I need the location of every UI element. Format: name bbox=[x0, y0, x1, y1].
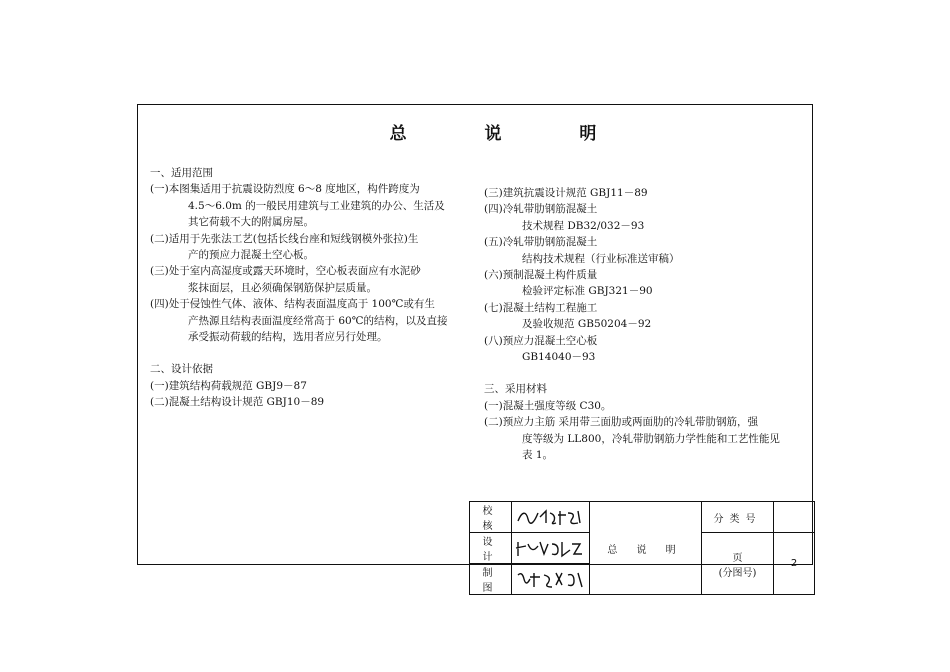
drafter-signature bbox=[512, 564, 590, 595]
designer-signature bbox=[512, 533, 590, 564]
basis-item-8-line-1: (八)预应力混凝土空心板 bbox=[484, 334, 598, 347]
basis-item-8-line-2: GB14040－93 bbox=[522, 351, 596, 364]
classification-value bbox=[774, 502, 815, 533]
scope-item-4-line-1: (四)处于侵蚀性气体、液体、结构表面温度高于 100℃或有生 bbox=[150, 298, 435, 311]
check-label: 校 核 bbox=[470, 502, 512, 533]
basis-item-3: (三)建筑抗震设计规范 GBJ11－89 bbox=[484, 187, 648, 199]
drawing-sheet bbox=[137, 104, 813, 594]
basis-item-2: (二)混凝土结构设计规范 GBJ10－89 bbox=[150, 396, 325, 409]
checker-signature bbox=[512, 502, 590, 533]
materials-item-2-line-3: 表 1。 bbox=[522, 449, 554, 462]
section-heading-basis: 二、设计依据 bbox=[150, 363, 213, 376]
basis-item-6-line-1: (六)预制混凝土构件质量 bbox=[484, 269, 598, 282]
basis-item-4-line-2: 技术规程 DB32/032－93 bbox=[522, 219, 645, 232]
right-column bbox=[484, 185, 806, 464]
scope-item-1-line-2: 4.5～6.0m 的一般民用建筑与工业建筑的办公、生活及 bbox=[188, 199, 445, 212]
scope-item-4-line-3: 承受振动荷载的结构，选用者应另行处理。 bbox=[188, 331, 388, 344]
materials-item-2-line-2: 度等级为 LL800，冷轧带肋钢筋力学性能和工艺性能见 bbox=[522, 432, 780, 445]
design-label: 设 计 bbox=[470, 533, 512, 564]
basis-item-5-line-2: 结构技术规程（行业标准送审稿） bbox=[522, 252, 680, 265]
scope-item-4-line-2: 产热源且结构表面温度经常高于 60℃的结构，以及直接 bbox=[188, 314, 448, 327]
scope-item-1-line-3: 其它荷载不大的附属房屋。 bbox=[188, 216, 314, 229]
basis-item-5-line-1: (五)冷轧带肋钢筋混凝土 bbox=[484, 236, 598, 249]
left-column bbox=[150, 165, 490, 411]
basis-item-7-line-1: (七)混凝土结构工程施工 bbox=[484, 301, 598, 314]
section-heading-scope: 一、适用范围 bbox=[150, 167, 213, 179]
page-label: 页 bbox=[732, 552, 743, 564]
scope-item-3-line-2: 浆抹面层，且必须确保钢筋保护层质量。 bbox=[188, 281, 377, 294]
title-block bbox=[469, 501, 815, 595]
basis-item-1: (一)建筑结构荷载规范 GBJ9－87 bbox=[150, 379, 307, 392]
classification-label: 分类号 bbox=[702, 502, 774, 533]
scope-item-2-line-2: 产的预应力混凝土空心板。 bbox=[188, 249, 314, 262]
basis-item-4-line-1: (四)冷轧带肋钢筋混凝土 bbox=[484, 203, 598, 216]
materials-item-2-line-1: (二)预应力主筋 采用带三面肋或两面肋的冷轧带肋钢筋，强 bbox=[484, 416, 759, 429]
drawing-title-cell: 总 说 明 bbox=[590, 502, 702, 595]
section-heading-materials: 三、采用材料 bbox=[484, 383, 547, 396]
basis-item-6-line-2: 检验评定标准 GBJ321－90 bbox=[522, 285, 653, 298]
scope-item-1-line-1: (一)本图集适用于抗震设防烈度 6～8 度地区，构件跨度为 bbox=[150, 183, 420, 196]
page-label-cell bbox=[702, 533, 774, 595]
scope-item-3-line-1: (三)处于室内高湿度或露天环境时，空心板表面应有水泥砂 bbox=[150, 265, 421, 278]
scope-item-2-line-1: (二)适用于先张法工艺(包括长线台座和短线钢模外张拉)生 bbox=[150, 232, 419, 245]
materials-item-1: (一)混凝土强度等级 C30。 bbox=[484, 399, 612, 412]
subpage-label: (分图号) bbox=[718, 567, 757, 579]
draw-label: 制 图 bbox=[470, 564, 512, 595]
page-title: 总 说 明 bbox=[389, 124, 633, 144]
page-number: 2 bbox=[774, 533, 815, 595]
basis-item-7-line-2: 及验收规范 GB50204－92 bbox=[522, 318, 652, 331]
